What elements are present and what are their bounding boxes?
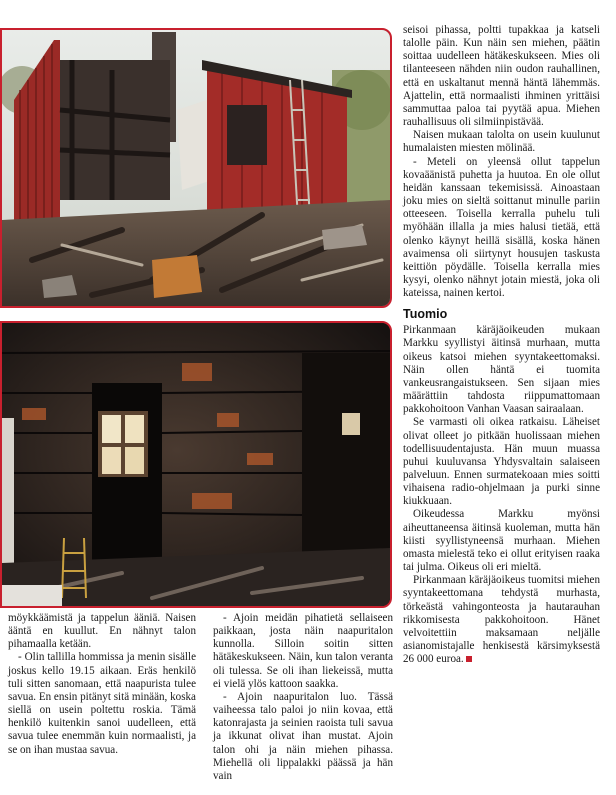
article-paragraph-text: Pirkanmaan käräjäoikeus tuomitsi miehen syyntakeettomana tehdystä murhasta, törkeästä vahingonteosta ja hautarauhan rikkomisesta pakkohoitoon. Hänet velvoitettiin maksamaan neljälle asianomistajalle henkisestä kärsimyksestä 26 000 euroa. <box>403 574 600 666</box>
article-paragraph: Pirkanmaan käräjäoikeuden mukaan Markku syyllistyi äitinsä murhaan, mutta oikeus katsoi miehen syyntakeettomaksi. Näin ollen häntä ei tuomita vankeusrangaistukseen. Sen sijaan mies määrättiin tahdosta riippumattomaan pakkohoitoon Vanhan Vaasan sairaalaan. <box>403 324 600 416</box>
bottom-middle-column-text <box>213 612 393 783</box>
article-paragraph: - Meteli on yleensä ollut tappelun kovaäänistä puhetta ja huutoa. En ole ollut heidän kanssaan tekemisissä. Ainoastaan joku mies on sieltä soittanut minulle pariin otteeseen. Toisella kerralla puhelu tuli myöhään illalla ja mies halusi tietää, että olenko käynyt heillä sisällä, koska hänen avaimensa oli siirtynyt housujen taskusta keittiön pöydälle. Toisella kerralla mies kysyi, olenko nähnyt jotain miestä, joka oli kateissa, nainen kertoi. <box>403 155 600 300</box>
article-paragraph: - Ajoin naapuritalon luo. Tässä vaiheessa talo paloi jo niin kovaa, että katonrajasta ja seinien raoista tuli savua ja ikkunat olivat ihan mustat. Ajoin talon ohi ja näin miehen pihassa. Miehellä oli lippalakki päässä ja hän vain <box>213 690 393 782</box>
article-paragraph: seisoi pihassa, poltti tupakkaa ja katseli talolle päin. Kun näin sen miehen, päätin soittaa uudelleen hätäkeskukseen. Mies oli tilanteeseen nähden niin oudon rauhallinen, että en uskaltanut mennä häntä lähemmäs. Ajattelin, että normaalisti ihminen yrittäisi sammuttaa paloa tai pyytää apua. Miehen rauhallisuus oli silmiinpistävää. <box>403 24 600 129</box>
charred-interior-photo <box>0 321 392 608</box>
right-column-text <box>403 24 600 666</box>
article-paragraph: - Olin tallilla hommissa ja menin sisälle joskus kello 19.15 aikaan. Eräs henkilö tuli sitten sanomaan, että naapurista tulee savua. En ensin pitänyt sitä minään, koska siellä on usein poltettu roskia. Tämä henkilö kuitenkin sanoi uudelleen, että savua tulee enemmän kuin normaalisti, ja se on ihan mustaa savua. <box>8 651 196 756</box>
article-paragraph: Naisen mukaan talolta on usein kuulunut humalaisten miesten mölinää. <box>403 129 600 155</box>
article-paragraph: Se varmasti oli oikea ratkaisu. Läheiset olivat olleet jo pitkään huolissaan miehen todellisuudentajusta. Hän muun muassa puhui kuuluvansa Yhdysvaltain salaiseen palveluun. Ennen surmatekoaan mies soitti vihaisena radio-ohjelmaan ja purki sinne kiukkuaan. <box>403 416 600 508</box>
article-paragraph: - Ajoin meidän pihatietä sellaiseen paikkaan, josta näin naapuritalon kunnolla. Silloin soitin sitten hätäkeskukseen. Näin, kun talon veranta oli tulessa. Se oli ihan liekeissä, mutta ei vielä ylös kattoon saakka. <box>213 612 393 690</box>
article-end-mark <box>466 656 472 662</box>
burned-house-ruins-photo <box>0 28 392 308</box>
article-paragraph: möykkäämistä ja tappelun ääniä. Naisen ääntä en kuullut. En nähnyt talon pihamaalla ketään. <box>8 612 196 651</box>
section-subheading: Tuomio <box>403 307 448 322</box>
article-paragraph-last <box>403 574 600 666</box>
bottom-left-column-text <box>8 612 196 757</box>
article-paragraph: Oikeudessa Markku myönsi aiheuttaneensa äitinsä kuoleman, mutta hän kiisti syyllistyneensä murhaan. Miehen omasta mielestä teko ei ollut erityisen raaka tai julma. Oikeus oli eri mieltä. <box>403 508 600 574</box>
